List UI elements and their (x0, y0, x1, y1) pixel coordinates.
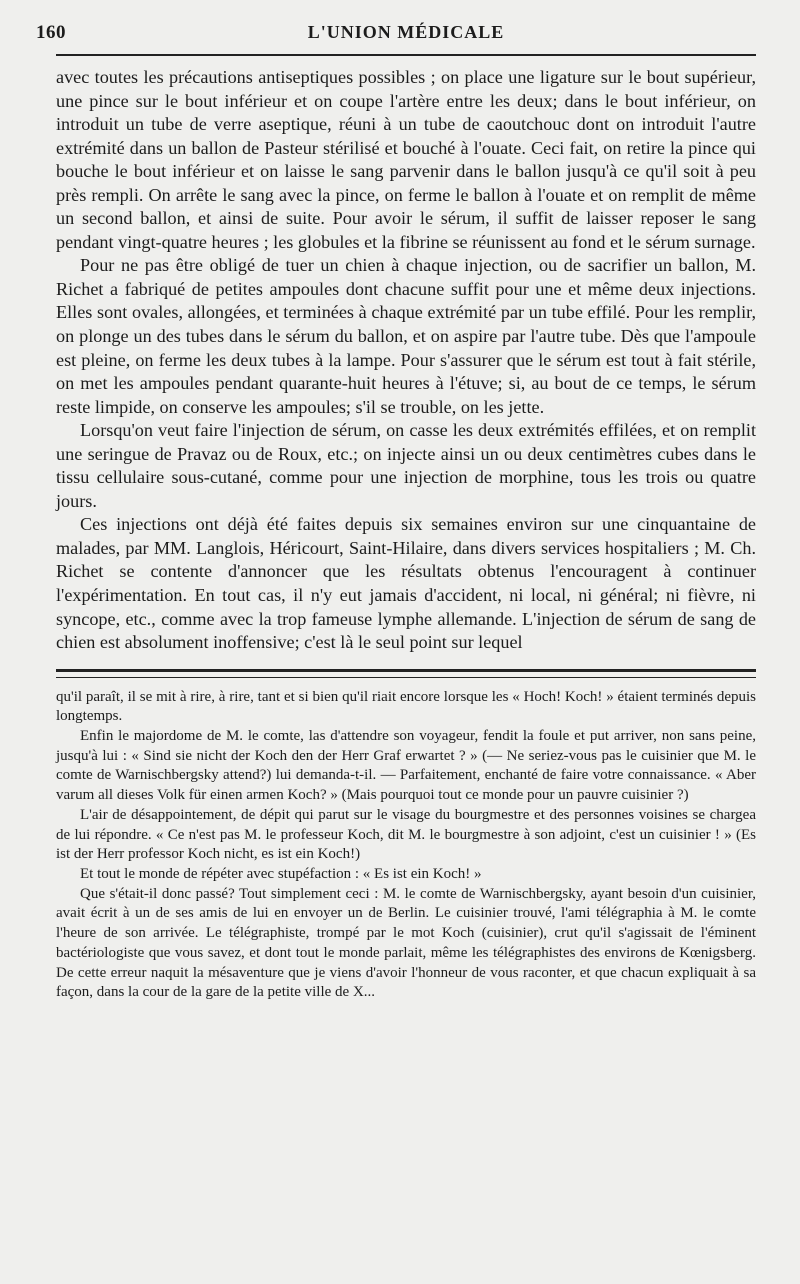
footnote-paragraph-4: Et tout le monde de répéter avec stupéfaction : « Es ist ein Koch! » (80, 866, 482, 882)
page-header (36, 22, 756, 48)
main-text (56, 66, 756, 655)
footnote-divider (56, 669, 756, 678)
footnote (56, 688, 756, 1003)
main-paragraph-1: avec toutes les précautions antiseptiques possibles ; on place une ligature sur le bout supérieur, une pince sur le bout inférieur et on coupe l'artère entre les deux; dans le bout inférieur, on introduit un tube de verre aseptique, réuni à un tube de caoutchouc dont on introduit l'autre extrémité dans un ballon de Pasteur stérilisé et bouché à l'ouate. Ceci fait, on retire la pince qui bouche le bout inférieur et on laisse le sang parvenir dans le ballon jusqu'à ce qu'il soit à peu près rempli. On arrête le sang avec la pince, on ferme le ballon à l'ouate et on remplit de même un second ballon, et ainsi de suite. Pour avoir le sérum, il suffit de laisser reposer le sang pendant vingt-quatre heures ; les globules et la fibrine se réunissent au fond et le sérum surnage. (56, 67, 756, 252)
journal-title: L'UNION MÉDICALE (307, 22, 505, 42)
main-paragraph-3: Lorsqu'on veut faire l'injection de sérum, on casse les deux extrémités effilées, et on remplit une seringue de Pravaz ou de Roux, etc.; on injecte ainsi un ou deux centimètres cubes dans le tissu cellulaire sous-cutané, comme pour une injection de morphine, tous les trois ou quatre jours. (56, 420, 756, 511)
footnote-paragraph-5: Que s'était-il donc passé? Tout simplement ceci : M. le comte de Warnischbergsky, ayant besoin d'un cuisinier, avait écrit à un de ses amis de lui en envoyer un de Berlin. Le cuisinier trouvé, l'ami télégraphia à M. le comte l'heure de son arrivée. Le télégraphiste, trompé par le mot Koch (cuisinier), crut qu'il s'agissait de l'éminent bactériologiste que vous savez, et dont tout le monde parlait, même les télégraphistes des environs de Kœnigsberg. De cette erreur naquit la mésaventure que je viens d'avoir l'honneur de vous raconter, et que chacun expliquait à sa façon, dans la cour de la gare de la petite ville de X... (56, 885, 756, 1001)
footnote-paragraph-1: qu'il paraît, il se mit à rire, à rire, tant et si bien qu'il riait encore lorsque les « Hoch! Koch! » étaient terminés depuis longtemps. (56, 688, 756, 725)
main-paragraph-2: Pour ne pas être obligé de tuer un chien à chaque injection, ou de sacrifier un ballon, M. Richet a fabriqué de petites ampoules dont chacune suffit pour une et même deux injections. Elles sont ovales, allongées, et terminées à chaque extrémité par un tube effilé. Pour les remplir, on plonge un des tubes dans le sérum du ballon, et on aspire par l'autre tube. Dès que l'ampoule est pleine, on ferme les deux tubes à la lampe. Pour s'assurer que le sérum est tout à fait stérile, on met les ampoules pendant quarante-huit heures à l'étuve; si, au bout de ce temps, le sérum reste limpide, on conserve les ampoules; s'il se trouble, on les jette. (56, 255, 756, 417)
footnote-paragraph-3: L'air de désappointement, de dépit qui parut sur le visage du bourgmestre et des personnes voisines se chargea de lui répondre. « Ce n'est pas M. le professeur Koch, dit M. le bourgmestre à son adjoint, c'est un cuisinier ! » (Es ist der Herr professor Koch nicht, es ist ein Koch!) (56, 806, 756, 863)
main-paragraph-4: Ces injections ont déjà été faites depuis six semaines environ sur une cinquantaine de malades, par MM. Langlois, Héricourt, Saint-Hilaire, dans divers services hospitaliers ; M. Ch. Richet se contente d'annoncer que les résultats obtenus l'encouragent à continuer l'expérimentation. En tout cas, il n'y eut jamais d'accident, ni local, ni général; ni fièvre, ni syncope, etc., comme avec la trop fameuse lymphe allemande. L'injection de sérum de sang de chien est absolument inoffensive; c'est là le seul point sur lequel (56, 514, 756, 653)
page-number: 160 (36, 22, 66, 43)
header-rule (56, 54, 756, 56)
footnote-paragraph-2: Enfin le majordome de M. le comte, las d'attendre son voyageur, fendit la foule et put arriver, non sans peine, jusqu'à lui : « Sind sie nicht der Koch den der Herr Graf erwartet ? » (— Ne seriez-vous pas le cuisinier que M. le comte de Warnischbergsky attend?) lui demanda-t-il. — Parfaitement, enchanté de faire votre connaissance. « Aber varum all dieses Volk für einen armen Koch? » (Mais pourquoi tout ce monde pour un pauvre cuisinier ?) (56, 728, 756, 804)
